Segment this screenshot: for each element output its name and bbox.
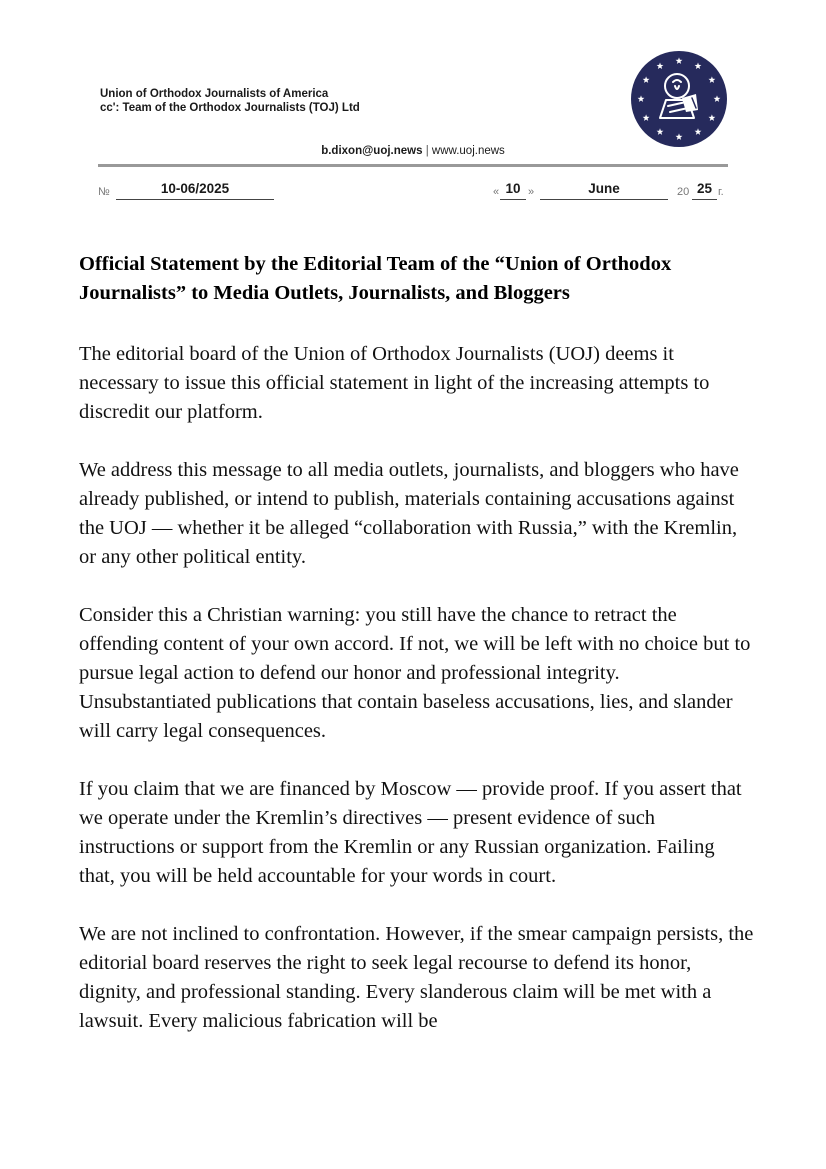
document-number: 10-06/2025: [160, 181, 230, 196]
date-month: June: [588, 181, 620, 196]
paragraph: If you claim that we are financed by Moscow — provide proof. If you assert that we operate under the Kremlin’s directives — present evidence of such instructions or support from the Kremlin or any Russian organization. Failing that, you will be held accountable for your words in court.: [79, 778, 742, 887]
paragraph: Consider this a Christian warning: you still have the chance to retract the offending content of your own accord. If not, we will be left with no choice but to pursue legal action to defend our honor and professional integrity. Unsubstantiated publications that contain baseless accusations, lies, and slander will carry legal consequences.: [79, 604, 751, 742]
contact-separator: |: [425, 145, 429, 157]
email-address: b.dixon@uoj.news: [321, 145, 423, 157]
header-divider: [98, 164, 728, 167]
paragraph: We address this message to all media outlets, journalists, and bloggers who have already published, or intend to publish, materials containing accusations against the UOJ — whether it be alleged “collaboration with Russia,” with the Kremlin, or any other political entity.: [79, 459, 739, 568]
paragraph: We are not inclined to confrontation. However, if the smear campaign persists, the editorial board reserves the right to seek legal recourse to defend its honor, dignity, and professional standing. Every slanderous claim will be met with a lawsuit. Every malicious fabrication will be: [79, 923, 754, 1032]
website-address: www.uoj.news: [431, 145, 505, 157]
paragraph: The editorial board of the Union of Orthodox Journalists (UOJ) deems it necessary to issue this official statement in light of the increasing attempts to discredit our platform.: [79, 343, 710, 423]
contact-line: [0, 145, 826, 157]
statement-title: Official Statement by the Editorial Team of the “Union of Orthodox Journalists” to Media Outlets, Journalists, and Bloggers: [79, 253, 672, 304]
year-underline: [692, 199, 717, 200]
number-underline: [116, 199, 274, 200]
quote-close: »: [528, 186, 535, 198]
year-prefix: 20: [677, 186, 690, 198]
month-underline: [540, 199, 668, 200]
organization-cc: cc': Team of the Orthodox Journalists (TOJ) Ltd: [100, 102, 360, 114]
year-end: г.: [718, 186, 724, 198]
date-year: 25: [696, 181, 713, 196]
day-underline: [500, 199, 526, 200]
letterhead-organization: [100, 87, 360, 115]
statement-body: [79, 340, 754, 1065]
saint-with-book-icon: [630, 50, 728, 148]
organization-name: Union of Orthodox Journalists of America: [100, 88, 329, 100]
number-label: №: [98, 186, 110, 198]
date-day: 10: [505, 181, 521, 196]
quote-open: «: [493, 186, 500, 198]
